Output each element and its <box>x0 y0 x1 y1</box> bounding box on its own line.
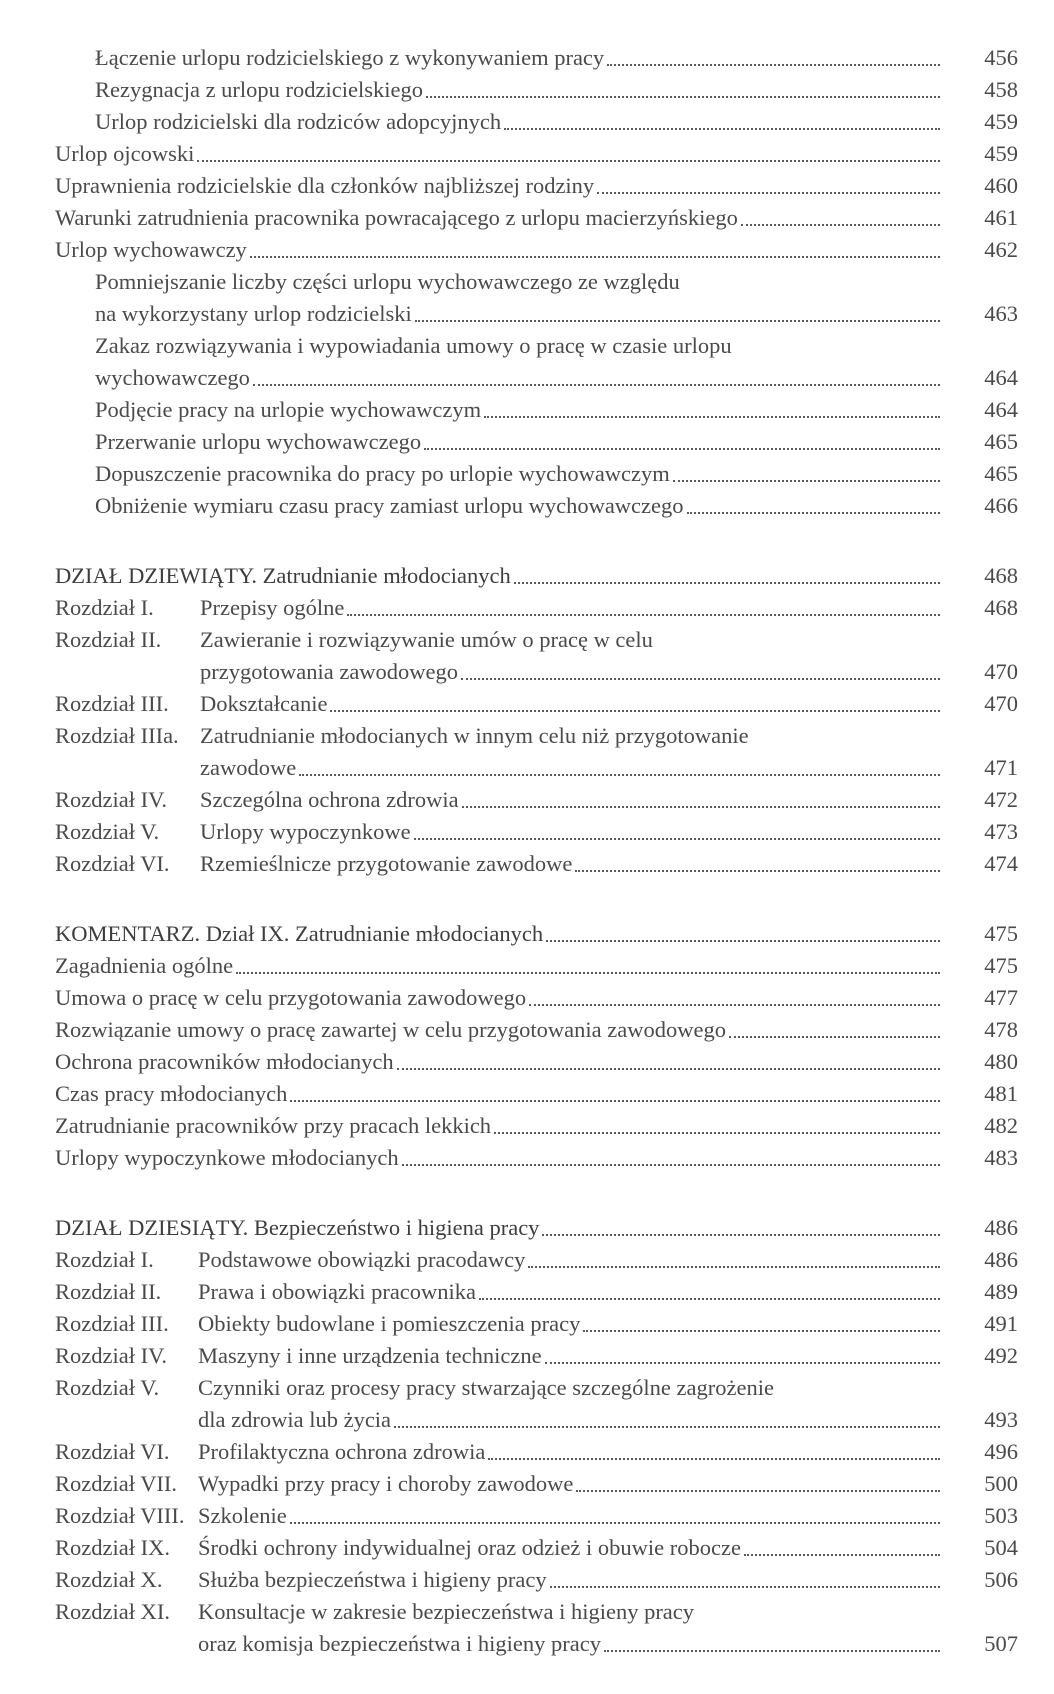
toc-entry-title: Maszyny i inne urządzenia techniczne <box>198 1340 545 1372</box>
toc-entry-title: Rezygnacja z urlopu rodzicielskiego <box>95 74 426 106</box>
dot-leader <box>415 298 940 322</box>
toc-entry <box>55 592 1018 624</box>
toc-entry <box>95 74 1018 106</box>
toc-entry <box>95 42 1018 74</box>
toc-entry-title: Warunki zatrudnienia pracownika powracającego z urlopu macierzyńskiego <box>55 202 741 234</box>
toc-entry <box>55 656 1018 688</box>
toc-section-heading <box>55 918 1018 950</box>
dot-leader <box>514 560 940 584</box>
toc-entry-title: Podstawowe obowiązki pracodawcy <box>198 1244 528 1276</box>
toc-entry <box>55 1142 1018 1174</box>
toc-chapter-label: Rozdział IV. <box>55 787 168 812</box>
toc-chapter-label: Rozdział V. <box>55 819 160 844</box>
toc-page-number: 468 <box>984 595 1018 620</box>
dot-leader <box>426 74 940 98</box>
toc-entry-title: Prawa i obowiązki pracownika <box>198 1276 479 1308</box>
toc-entry-title: Zawieranie i rozwiązywanie umów o pracę w celu <box>200 624 656 656</box>
toc-chapter-label: Rozdział III. <box>55 691 169 716</box>
toc-entry-title: Dokształcanie <box>200 688 330 720</box>
toc-entry-title: na wykorzystany urlop rodzicielski <box>95 298 415 330</box>
dot-leader <box>504 106 940 130</box>
toc-entry-title: Środki ochrony indywidualnej oraz odzież i obuwie robocze <box>198 1532 744 1564</box>
toc-page-number: 503 <box>984 1503 1018 1528</box>
toc-entry-title: Podjęcie pracy na urlopie wychowawczym <box>95 394 484 426</box>
dot-leader <box>550 1564 940 1588</box>
toc-chapter-label: Rozdział IIIa. <box>55 723 179 748</box>
dot-leader <box>575 848 940 872</box>
toc-page-number: 481 <box>984 1081 1018 1106</box>
dot-leader <box>394 1404 940 1428</box>
toc-entry <box>55 1436 1018 1468</box>
toc-entry-title: Rozwiązanie umowy o pracę zawartej w celu przygotowania zawodowego <box>55 1014 729 1046</box>
toc-entry <box>55 1404 1018 1436</box>
dot-leader <box>397 1046 940 1070</box>
toc-page-number: 489 <box>984 1279 1018 1304</box>
toc-entry <box>55 1110 1018 1142</box>
toc-entry <box>55 1078 1018 1110</box>
toc-entry-title: wychowawczego <box>95 362 253 394</box>
dot-leader <box>236 950 940 974</box>
toc-entry-title: Urlopy wypoczynkowe młodocianych <box>55 1142 402 1174</box>
toc-entry-title: zawodowe <box>200 752 299 784</box>
dot-leader <box>347 592 940 616</box>
toc-entry <box>95 266 1018 298</box>
dot-leader <box>597 170 940 194</box>
toc-page-number: 461 <box>984 205 1018 230</box>
toc-page-number: 496 <box>984 1439 1018 1464</box>
toc-entry <box>55 624 1018 656</box>
toc-page-number: 492 <box>984 1343 1018 1368</box>
dot-leader <box>424 426 940 450</box>
dot-leader <box>528 1244 940 1268</box>
toc-entry-title: Zatrudnianie młodocianych w innym celu niż przygotowanie <box>200 720 752 752</box>
toc-page-number: 468 <box>984 563 1018 588</box>
toc-entry <box>55 688 1018 720</box>
toc-page-number: 458 <box>984 77 1018 102</box>
toc-entry-title: Przerwanie urlopu wychowawczego <box>95 426 424 458</box>
dot-leader <box>607 42 940 66</box>
dot-leader <box>461 656 940 680</box>
dot-leader <box>290 1078 940 1102</box>
toc-entry <box>55 1628 1018 1660</box>
toc-chapter-label: Rozdział II. <box>55 627 162 652</box>
toc-chapter-label: Rozdział V. <box>55 1375 160 1400</box>
toc-entry <box>55 848 1018 880</box>
dot-leader <box>729 1014 940 1038</box>
toc-entry-title: Urlop wychowawczy <box>55 234 250 266</box>
toc-entry-title: Obiekty budowlane i pomieszczenia pracy <box>198 1308 583 1340</box>
toc-entry <box>55 1276 1018 1308</box>
dot-leader <box>250 234 940 258</box>
dot-leader <box>576 1468 940 1492</box>
dot-leader <box>741 202 940 226</box>
dot-leader <box>744 1532 940 1556</box>
toc-chapter-label: Rozdział VIII. <box>55 1503 185 1528</box>
toc-entry-title: Obniżenie wymiaru czasu pracy zamiast urlopu wychowawczego <box>95 490 687 522</box>
toc-entry <box>55 234 1018 266</box>
toc-entry <box>95 394 1018 426</box>
toc-page-number: 507 <box>984 1631 1018 1656</box>
toc-chapter-label: Rozdział XI. <box>55 1599 170 1624</box>
toc-page-number: 471 <box>984 755 1018 780</box>
dot-leader <box>529 982 940 1006</box>
toc-page-number: 491 <box>984 1311 1018 1336</box>
dot-leader <box>197 138 940 162</box>
toc-entry-title: przygotowania zawodowego <box>200 656 461 688</box>
toc-page-number: 464 <box>984 397 1018 422</box>
dot-leader <box>542 1212 940 1236</box>
toc-entry <box>55 1308 1018 1340</box>
toc-entry <box>55 784 1018 816</box>
toc-entry-title: Umowa o pracę w celu przygotowania zawodowego <box>55 982 529 1014</box>
toc-page-number: 463 <box>984 301 1018 326</box>
toc-chapter-label: Rozdział I. <box>55 1247 154 1272</box>
toc-entry <box>55 1340 1018 1372</box>
toc-entry <box>55 1046 1018 1078</box>
toc-entry-title: KOMENTARZ. Dział IX. Zatrudnianie młodocianych <box>55 918 546 950</box>
dot-leader <box>604 1628 940 1652</box>
toc-entry <box>55 170 1018 202</box>
toc-entry-title: Dopuszczenie pracownika do pracy po urlopie wychowawczym <box>95 458 673 490</box>
toc-entry <box>95 458 1018 490</box>
toc-chapter-label: Rozdział VII. <box>55 1471 178 1496</box>
toc-page-number: 480 <box>984 1049 1018 1074</box>
toc-entry <box>55 1564 1018 1596</box>
toc-entry-title: Czas pracy młodocianych <box>55 1078 290 1110</box>
toc-page-number: 483 <box>984 1145 1018 1170</box>
dot-leader <box>299 752 940 776</box>
toc-page-number: 504 <box>984 1535 1018 1560</box>
toc-entry <box>55 720 1018 752</box>
dot-leader <box>479 1276 940 1300</box>
toc-entry <box>95 426 1018 458</box>
dot-leader <box>687 490 940 514</box>
toc-chapter-label: Rozdział IX. <box>55 1535 170 1560</box>
toc-entry <box>95 330 1018 362</box>
toc-page-number: 478 <box>984 1017 1018 1042</box>
toc-entry <box>95 106 1018 138</box>
toc-entry-title: dla zdrowia lub życia <box>198 1404 394 1436</box>
toc-page-number: 460 <box>984 173 1018 198</box>
dot-leader <box>494 1110 940 1134</box>
toc-page-number: 470 <box>984 659 1018 684</box>
toc-entry-title: Uprawnienia rodzicielskie dla członków najbliższej rodziny <box>55 170 597 202</box>
toc-entry <box>55 950 1018 982</box>
toc-page-number: 456 <box>984 45 1018 70</box>
toc-chapter-label: Rozdział III. <box>55 1311 169 1336</box>
toc-entry <box>55 138 1018 170</box>
toc-entry-title: DZIAŁ DZIESIĄTY. Bezpieczeństwo i higiena pracy <box>55 1212 542 1244</box>
toc-chapter-label: Rozdział IV. <box>55 1343 168 1368</box>
dot-leader <box>673 458 940 482</box>
toc-entry <box>95 298 1018 330</box>
toc-entry-title: Urlop rodzicielski dla rodziców adopcyjnych <box>95 106 504 138</box>
dot-leader <box>462 784 940 808</box>
toc-entry-title: Szczególna ochrona zdrowia <box>200 784 462 816</box>
toc-entry-title: Pomniejszanie liczby części urlopu wychowawczego ze względu <box>95 266 683 298</box>
toc-entry <box>55 982 1018 1014</box>
toc-entry <box>95 490 1018 522</box>
toc-page-number: 465 <box>984 429 1018 454</box>
toc-entry <box>55 752 1018 784</box>
toc-entry-title: Ochrona pracowników młodocianych <box>55 1046 397 1078</box>
toc-chapter-label: Rozdział I. <box>55 595 154 620</box>
toc-page-number: 470 <box>984 691 1018 716</box>
dot-leader <box>253 362 940 386</box>
dot-leader <box>330 688 940 712</box>
dot-leader <box>414 816 940 840</box>
toc-page-number: 459 <box>984 109 1018 134</box>
toc-page-number: 473 <box>984 819 1018 844</box>
toc-page-number: 477 <box>984 985 1018 1010</box>
toc-entry-title: Służba bezpieczeństwa i higieny pracy <box>198 1564 550 1596</box>
toc-entry-title: Łączenie urlopu rodzicielskiego z wykonywaniem pracy <box>95 42 607 74</box>
toc-entry <box>95 362 1018 394</box>
toc-chapter-label: Rozdział VI. <box>55 1439 170 1464</box>
toc-entry-title: Zagadnienia ogólne <box>55 950 236 982</box>
toc-page-number: 486 <box>984 1215 1018 1240</box>
toc-entry-title: Zatrudnianie pracowników przy pracach lekkich <box>55 1110 494 1142</box>
toc-chapter-label: Rozdział VI. <box>55 851 170 876</box>
toc-page-number: 500 <box>984 1471 1018 1496</box>
toc-page-number: 464 <box>984 365 1018 390</box>
toc-page-number: 459 <box>984 141 1018 166</box>
toc-entry <box>55 1468 1018 1500</box>
dot-leader <box>488 1436 940 1460</box>
toc-entry-title: Przepisy ogólne <box>200 592 347 624</box>
toc-entry <box>55 1500 1018 1532</box>
toc-entry-title: Konsultacje w zakresie bezpieczeństwa i higieny pracy <box>198 1596 697 1628</box>
toc-entry-title: Urlopy wypoczynkowe <box>200 816 414 848</box>
toc-chapter-label: Rozdział X. <box>55 1567 163 1592</box>
dot-leader <box>546 918 940 942</box>
toc-entry-title: Wypadki przy pracy i choroby zawodowe <box>198 1468 576 1500</box>
toc-page-number: 475 <box>984 953 1018 978</box>
toc-entry <box>55 1014 1018 1046</box>
dot-leader <box>402 1142 940 1166</box>
toc-page-number: 493 <box>984 1407 1018 1432</box>
toc-section-heading <box>55 560 1018 592</box>
toc-entry-title: Czynniki oraz procesy pracy stwarzające szczególne zagrożenie <box>198 1372 777 1404</box>
toc-page-number: 466 <box>984 493 1018 518</box>
toc-entry-title: Profilaktyczna ochrona zdrowia <box>198 1436 488 1468</box>
toc-chapter-label: Rozdział II. <box>55 1279 162 1304</box>
toc-page-number: 462 <box>984 237 1018 262</box>
toc-entry-title: Szkolenie <box>198 1500 290 1532</box>
toc-page-number: 475 <box>984 921 1018 946</box>
dot-leader <box>545 1340 940 1364</box>
toc-entry-title: Rzemieślnicze przygotowanie zawodowe <box>200 848 575 880</box>
toc-page-number: 472 <box>984 787 1018 812</box>
toc-entry-title: Zakaz rozwiązywania i wypowiadania umowy o pracę w czasie urlopu <box>95 330 735 362</box>
toc-entry-title: Urlop ojcowski <box>55 138 197 170</box>
toc-entry <box>55 202 1018 234</box>
dot-leader <box>484 394 940 418</box>
toc-entry <box>55 816 1018 848</box>
toc-page-number: 482 <box>984 1113 1018 1138</box>
dot-leader <box>290 1500 940 1524</box>
dot-leader <box>583 1308 940 1332</box>
toc-entry <box>55 1372 1018 1404</box>
toc-entry-title: oraz komisja bezpieczeństwa i higieny pracy <box>198 1628 604 1660</box>
toc-entry <box>55 1532 1018 1564</box>
toc-entry-title: DZIAŁ DZIEWIĄTY. Zatrudnianie młodocianych <box>55 560 514 592</box>
toc-page-number: 506 <box>984 1567 1018 1592</box>
toc-entry <box>55 1596 1018 1628</box>
toc-section-heading <box>55 1212 1018 1244</box>
toc-page-number: 474 <box>984 851 1018 876</box>
toc-entry <box>55 1244 1018 1276</box>
toc-page-number: 465 <box>984 461 1018 486</box>
toc-page-number: 486 <box>984 1247 1018 1272</box>
